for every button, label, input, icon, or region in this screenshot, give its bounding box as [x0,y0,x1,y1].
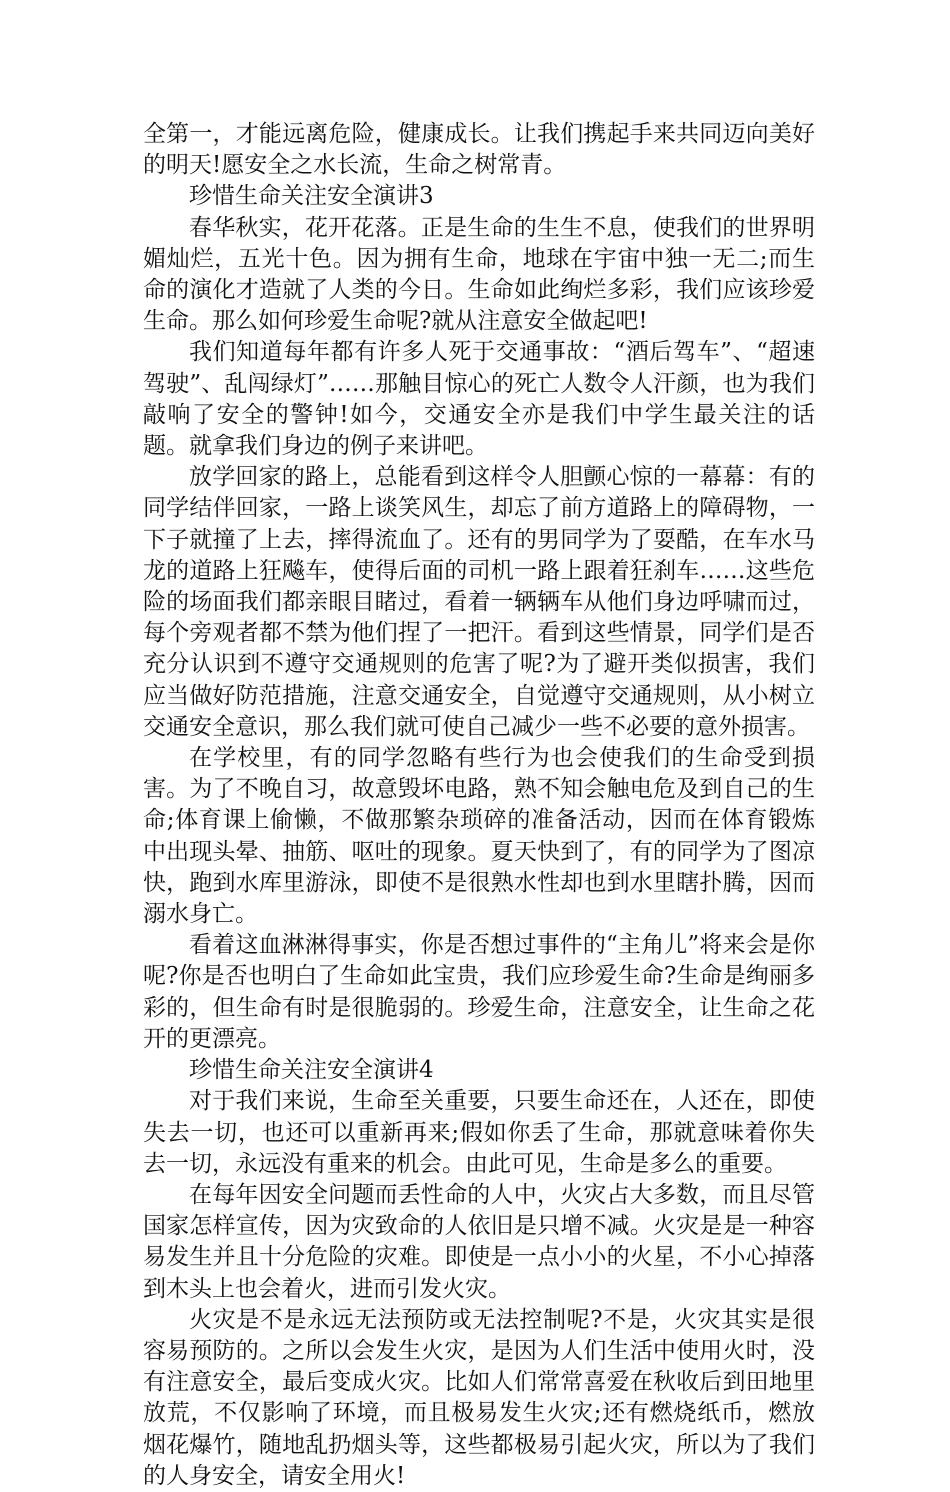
paragraph: 在学校里，有的同学忽略有些行为也会使我们的生命受到损害。为了不晚自习，故意毁坏电路，熟不知会触电危及到自己的生命;体育课上偷懒，不做那繁杂琐碎的准备活动，因而在体育锻炼中出现头晕、抽筋、呕吐的现象。夏天快到了，有的同学为了图凉快，跑到水库里游泳，即使不是很熟水性却也到水里瞎扑腾，因而溺水身亡。 [143,745,815,928]
paragraph: 全第一，才能远离危险，健康成长。让我们携起手来共同迈向美好的明天!愿安全之水长流，生命之树常青。 [143,121,815,179]
document-page [143,119,815,1492]
paragraph: 春华秋实，花开花落。正是生命的生生不息，使我们的世界明媚灿烂，五光十色。因为拥有生命，地球在宇宙中独一无二;而生命的演化才造就了人类的今日。生命如此绚烂多彩，我们应该珍爱生命。那么如何珍爱生命呢?就从注意安全做起吧! [143,214,815,335]
section-heading: 珍惜生命关注安全演讲3 [189,183,434,210]
paragraph: 看着这血淋淋得事实，你是否想过事件的“主角儿”将来会是你呢?你是否也明白了生命如此宝贵，我们应珍爱生命?生命是绚丽多彩的，但生命有时是很脆弱的。珍爱生命，注意安全，让生命之花开的更漂亮。 [143,932,815,1052]
section-heading: 珍惜生命关注安全演讲4 [189,1057,434,1084]
paragraph: 火灾是不是永远无法预防或无法控制呢?不是，火灾其实是很容易预防的。之所以会发生火灾，是因为人们生活中使用火时，没有注意安全，最后变成火灾。比如人们常常喜爱在秋收后到田地里放荒，不仅影响了环境，而且极易发生火灾;还有燃烧纸币，燃放烟花爆竹，随地乱扔烟头等，这些都极易引起火灾，所以为了我们的人身安全，请安全用火! [143,1306,815,1489]
paragraph: 放学回家的路上，总能看到这样令人胆颤心惊的一幕幕：有的同学结伴回家，一路上谈笑风生，却忘了前方道路上的障碍物，一下子就撞了上去，摔得流血了。还有的男同学为了耍酷，在车水马龙的道路上狂飚车，使得后面的司机一路上跟着狂刹车……这些危险的场面我们都亲眼目睹过，看着一辆辆车从他们身边呼啸而过，每个旁观者都不禁为他们捏了一把汗。看到这些情景，同学们是否充分认识到不遵守交通规则的危害了呢?为了避开类似损害，我们应当做好防范措施，注意交通安全，自觉遵守交通规则，从小树立交通安全意识，那么我们就可使自己减少一些不必要的意外损害。 [143,464,815,740]
paragraph: 我们知道每年都有许多人死于交通事故：“酒后驾车”、“超速驾驶”、乱闯绿灯”……那触目惊心的死亡人数令人汗颜，也为我们敲响了安全的警钟!如今，交通安全亦是我们中学生最关注的话题。就拿我们身边的例子来讲吧。 [143,339,815,460]
paragraph: 在每年因安全问题而丢性命的人中，火灾占大多数，而且尽管国家怎样宣传，因为灾致命的人依旧是只增不减。火灾是是一种容易发生并且十分危险的灾难。即使是一点小小的火星，不小心掉落到木头上也会着火，进而引发火灾。 [143,1181,815,1302]
paragraph: 对于我们来说，生命至关重要，只要生命还在，人还在，即使失去一切，也还可以重新再来;假如你丢了生命，那就意味着你失去一切，永远没有重来的机会。由此可见，生命是多么的重要。 [143,1088,815,1177]
